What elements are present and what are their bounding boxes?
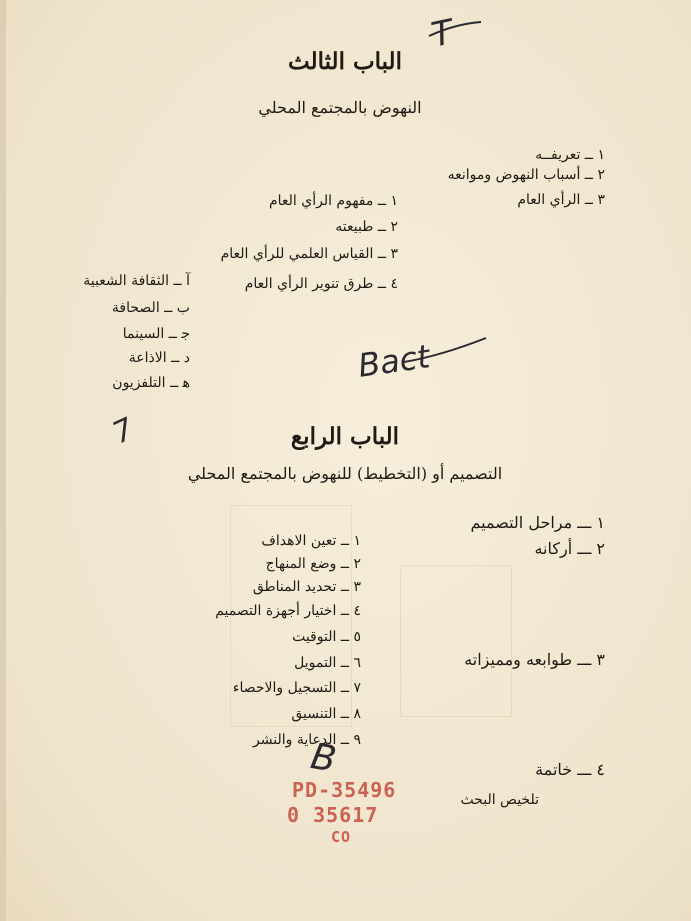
handwritten-stroke bbox=[400, 332, 490, 372]
ch3-list3-item-c: ﺟ ــ السينما bbox=[122, 326, 190, 342]
chapter4-title: الباب الرابع bbox=[290, 423, 400, 450]
ch4-main-item-2: ٢ ـــ أركانه bbox=[534, 539, 605, 558]
ch3-list3-item-b: ب ــ الصحافة bbox=[111, 300, 190, 316]
ch4-main-item-3: ٣ ـــ طوابعه ومميزاته bbox=[464, 650, 605, 669]
handwritten-mark-bottom: B bbox=[307, 736, 340, 781]
ch4-sub-item-2: ٢ ــ وضع المنهاج bbox=[265, 556, 361, 572]
library-stamp-line-3: CO bbox=[331, 828, 352, 846]
ch4-sub-item-8: ٨ ــ التنسيق bbox=[291, 706, 361, 722]
ch3-list1-item-3: ٣ ــ الرأي العام bbox=[517, 192, 605, 208]
handwritten-stroke bbox=[425, 18, 485, 48]
ch3-list3-item-e: ﻫ ــ التلفزيون bbox=[112, 375, 190, 391]
ch3-list3-item-d: د ــ الاذاعة bbox=[128, 350, 190, 366]
ch4-main-item-1: ١ ـــ مراحل التصميم bbox=[470, 513, 605, 532]
chapter3-subtitle: النهوض بالمجتمع المحلي bbox=[258, 98, 422, 117]
ch4-sub-item-5: ٥ ــ التوقيت bbox=[292, 629, 361, 645]
ch4-sub-item-1: ١ ــ تعين الاهداف bbox=[261, 533, 361, 549]
ch4-sub-item-4: ٤ ــ اختيار أجهزة التصميم bbox=[215, 603, 361, 619]
ch4-sub-item-6: ٦ ــ التمويل bbox=[294, 655, 361, 671]
ch4-sub-item-7: ٧ ــ التسجيل والاحصاء bbox=[232, 680, 361, 696]
chapter3-title: الباب الثالث bbox=[288, 48, 402, 75]
ch3-list1-item-2: ٢ ــ أسباب النهوض وموانعه bbox=[447, 167, 605, 183]
ch3-list2-item-1: ١ ــ مفهوم الرأي العام bbox=[268, 193, 398, 209]
ch4-main-item-4: ٤ ـــ خاتمة bbox=[535, 760, 605, 779]
ch3-list2-item-4: ٤ ــ طرق تنوير الرأي العام bbox=[244, 276, 398, 292]
ch3-list2-item-2: ٢ ــ طبيعته bbox=[335, 219, 398, 235]
ch4-summary: تلخيص البحث bbox=[460, 792, 539, 808]
handwritten-mark-left: 7 bbox=[107, 411, 140, 452]
handwritten-mark-top: T bbox=[428, 12, 457, 56]
handwritten-word-bact: Bact bbox=[355, 337, 432, 385]
ch4-sub-item-3: ٣ ــ تحديد المناطق bbox=[252, 579, 361, 595]
chapter4-subtitle: التصميم أو (التخطيط) للنهوض بالمجتمع المحلي bbox=[187, 464, 503, 483]
ch3-list3-item-a: آ ــ الثقافة الشعبية bbox=[83, 273, 190, 289]
ch3-list1-item-1: ١ ــ تعريفــه bbox=[535, 147, 605, 163]
ch4-sub-item-9: ٩ ــ الدعاية والنشر bbox=[253, 732, 361, 748]
page-edge-shadow bbox=[0, 0, 6, 921]
show-through-block bbox=[400, 565, 512, 717]
ch3-list2-item-3: ٣ ــ القياس العلمي للرأي العام bbox=[220, 246, 398, 262]
library-stamp-line-1: PD-35496 bbox=[292, 778, 397, 802]
library-stamp-line-2: 0 35617 bbox=[287, 803, 379, 827]
